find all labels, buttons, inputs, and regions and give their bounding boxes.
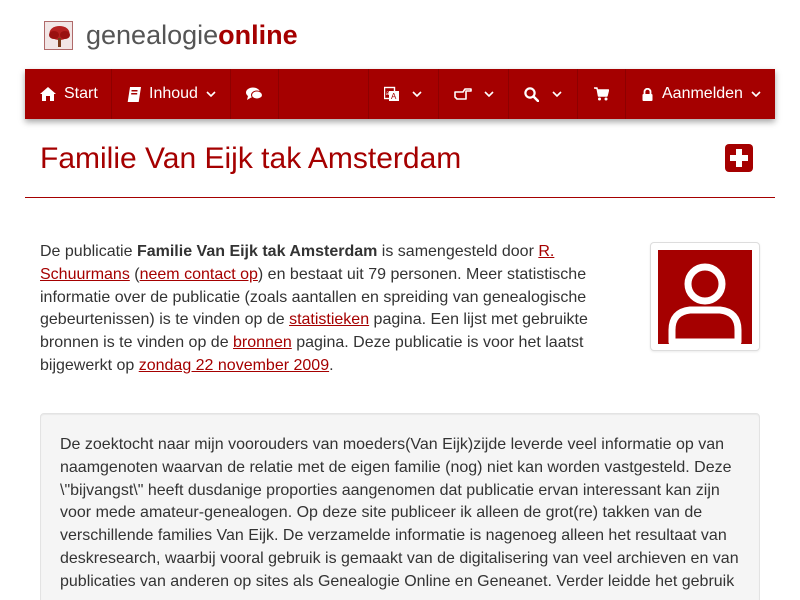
site-name-part1: genealogie — [86, 20, 219, 50]
publication-description — [40, 413, 760, 600]
nav-forum[interactable] — [231, 69, 279, 119]
svg-text:A: A — [391, 92, 397, 101]
search-icon — [524, 87, 539, 102]
chevron-down-icon — [552, 91, 562, 97]
nav-inhoud-label: Inhoud — [149, 85, 198, 102]
chevron-down-icon — [751, 91, 761, 97]
tree-icon — [44, 21, 73, 50]
site-name — [86, 18, 298, 52]
statistics-link[interactable]: statistieken — [289, 311, 370, 329]
publication-intro — [40, 241, 600, 378]
nav-login-label: Aanmelden — [662, 85, 743, 102]
nav-search[interactable] — [509, 69, 578, 119]
author-avatar[interactable] — [650, 242, 760, 351]
intro-text: ) en bestaat uit 79 personen. Meer statistische informatie over de publicatie (zoals aantallen en spreiding van genealogische gebeurtenissen) is te vinden op de — [40, 265, 587, 329]
last-updated-link[interactable]: zondag 22 november 2009 — [138, 356, 330, 374]
page-title: Familie Van Eijk tak Amsterdam — [40, 142, 462, 175]
publication-name: Familie Van Eijk tak Amsterdam — [136, 243, 378, 260]
chevron-down-icon — [484, 91, 494, 97]
nav-cart[interactable] — [578, 69, 626, 119]
intro-text: pagina. Een lijst met gebruikte bronnen is te vinden op de — [40, 311, 588, 352]
title-divider — [25, 197, 775, 198]
intro-text: . — [329, 356, 334, 374]
nav-start[interactable] — [25, 69, 112, 119]
main-navbar — [25, 69, 775, 119]
plus-square-icon[interactable] — [725, 144, 753, 172]
nav-login[interactable] — [626, 69, 775, 119]
nav-inhoud[interactable] — [112, 69, 231, 119]
cart-icon — [594, 87, 609, 101]
sources-link[interactable]: bronnen — [233, 334, 292, 352]
site-name-part2: online — [218, 20, 298, 50]
home-icon — [40, 87, 56, 101]
nav-language[interactable] — [369, 69, 439, 119]
site-logo[interactable] — [44, 18, 298, 52]
lock-icon — [642, 88, 653, 101]
intro-text: ( — [129, 265, 140, 283]
nav-contribute[interactable] — [439, 69, 509, 119]
chevron-down-icon — [206, 91, 216, 97]
intro-text: is samengesteld door — [377, 243, 539, 260]
contact-link[interactable]: neem contact op — [139, 265, 258, 283]
svg-text:a: a — [386, 91, 390, 97]
author-link[interactable]: R. Schuurmans — [40, 243, 555, 283]
intro-text: pagina. Deze publicatie is voor het laatst bijgewerkt op — [40, 334, 584, 374]
language-icon — [384, 86, 400, 102]
chevron-down-icon — [412, 91, 422, 97]
nav-spacer — [279, 69, 369, 119]
description-text: De zoektocht naar mijn voorouders van moeders(Van Eijk)zijde leverde veel informatie op van naamgenoten waarvan de relatie met de eigen familie (nog) niet kan worden vastgesteld. Deze \"bijvangst\" heeft dusdanige proporties aangenomen dat publicatie ervan interessant kan zijn voor mede amateur-genealogen. Op deze site publiceer ik alleen de grot(re) takken van de verschillende families Van Eijk. De verzamelde informatie is nagenoeg alleen het resultaat van deskresearch, waarbij vooral gebruik is gemaakt van de digitalisering van veel archieven en van publicaties van anderen op sites als Genealogie Online en Geneanet. Verder leidde het gebruik — [60, 436, 739, 590]
comments-icon — [246, 87, 263, 101]
book-icon — [127, 87, 141, 102]
intro-text: De publicatie — [40, 243, 137, 260]
nav-start-label: Start — [64, 85, 98, 102]
user-icon — [658, 250, 752, 344]
hand-point-icon — [454, 87, 472, 101]
